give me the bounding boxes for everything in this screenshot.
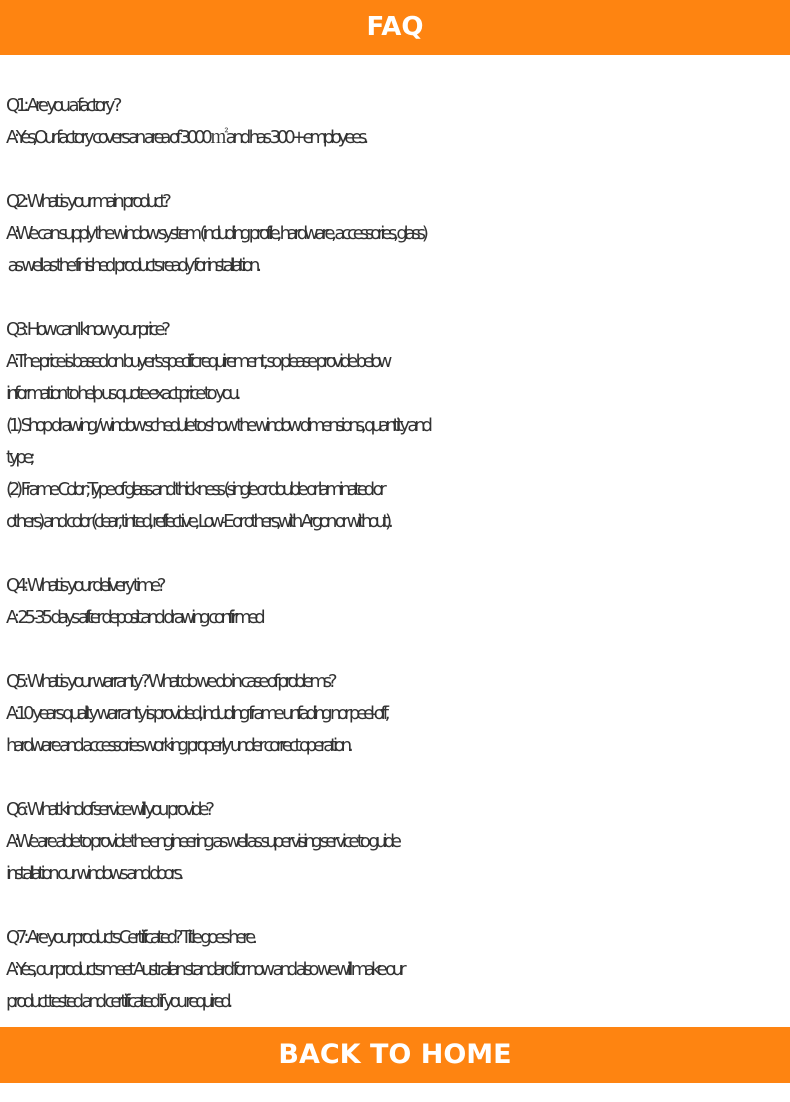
faq-item-q7 bbox=[6, 922, 790, 1018]
faq-header-banner bbox=[0, 0, 790, 55]
faq-question: Q4: What is your delivery time? bbox=[6, 575, 163, 596]
back-to-home-button[interactable] bbox=[0, 1027, 790, 1083]
faq-item-q1 bbox=[6, 90, 790, 154]
faq-item-q5 bbox=[6, 666, 790, 762]
faq-question: Q5: What is your warranty ? What do we do in case of problems? bbox=[6, 671, 334, 692]
faq-answer-line: as well as the finished products ready for installation. bbox=[6, 255, 258, 276]
faq-answer-line: type; bbox=[6, 447, 32, 468]
faq-answer-line: A:We can supply the window system (including profile, hardware, accessories, glass) bbox=[6, 223, 425, 244]
faq-item-q6 bbox=[6, 794, 790, 890]
faq-item-q4 bbox=[6, 570, 790, 634]
faq-item-q2 bbox=[6, 186, 790, 282]
faq-answer-line: others) and color (clear, tinted, reflective, Low-E or others,with Argon or without). bbox=[6, 511, 390, 532]
faq-question: Q3: How can I know your price? bbox=[6, 319, 167, 340]
faq-answer-line: (2) Frame Color ;Type of glass and thickness (single or double or laminated or bbox=[6, 479, 383, 500]
faq-list bbox=[6, 90, 790, 1050]
faq-answer-line: A:Yes,Our factory covers an area of 3000 ㎡ and has 300+employees. bbox=[6, 127, 365, 148]
faq-answer-line: (1) Shop drawing / window schedule to show the window dimensions, quantity and bbox=[6, 415, 429, 436]
page-title: FAQ bbox=[366, 12, 424, 42]
faq-answer-line: information to help us quote exact price to you. bbox=[6, 383, 238, 404]
faq-item-q3 bbox=[6, 314, 790, 538]
faq-answer-line: installation our windows and doors. bbox=[6, 863, 181, 884]
faq-answer-line: A:We are able to provide the engineering as well as supervising service to guide bbox=[6, 831, 398, 852]
faq-answer-line: hardware and accessories working properly under correct operation. bbox=[6, 735, 350, 756]
faq-question: Q7: Are your products Certificated? Title goes here. bbox=[6, 927, 254, 948]
faq-answer-line: A:The price is based on buyer's specific requirement, so please provide below bbox=[6, 351, 389, 372]
faq-answer-line: product tested and certificated if you required. bbox=[6, 991, 230, 1012]
faq-answer-line: A:Yes, our products meet Australian standard for now and also we will make our bbox=[6, 959, 403, 980]
faq-answer-line: A:10 years quality warranty is provided, including frame unfading nor peel-off, bbox=[6, 703, 387, 724]
faq-question: Q1: Are you a factory ? bbox=[6, 95, 119, 116]
back-to-home-label: BACK TO HOME bbox=[278, 1039, 512, 1070]
faq-question: Q6: What kind of service will you provide? bbox=[6, 799, 211, 820]
faq-answer-line: A: 25-35 days after deposit and drawing confirmed bbox=[6, 607, 262, 628]
faq-question: Q2: What is your main product? bbox=[6, 191, 168, 212]
